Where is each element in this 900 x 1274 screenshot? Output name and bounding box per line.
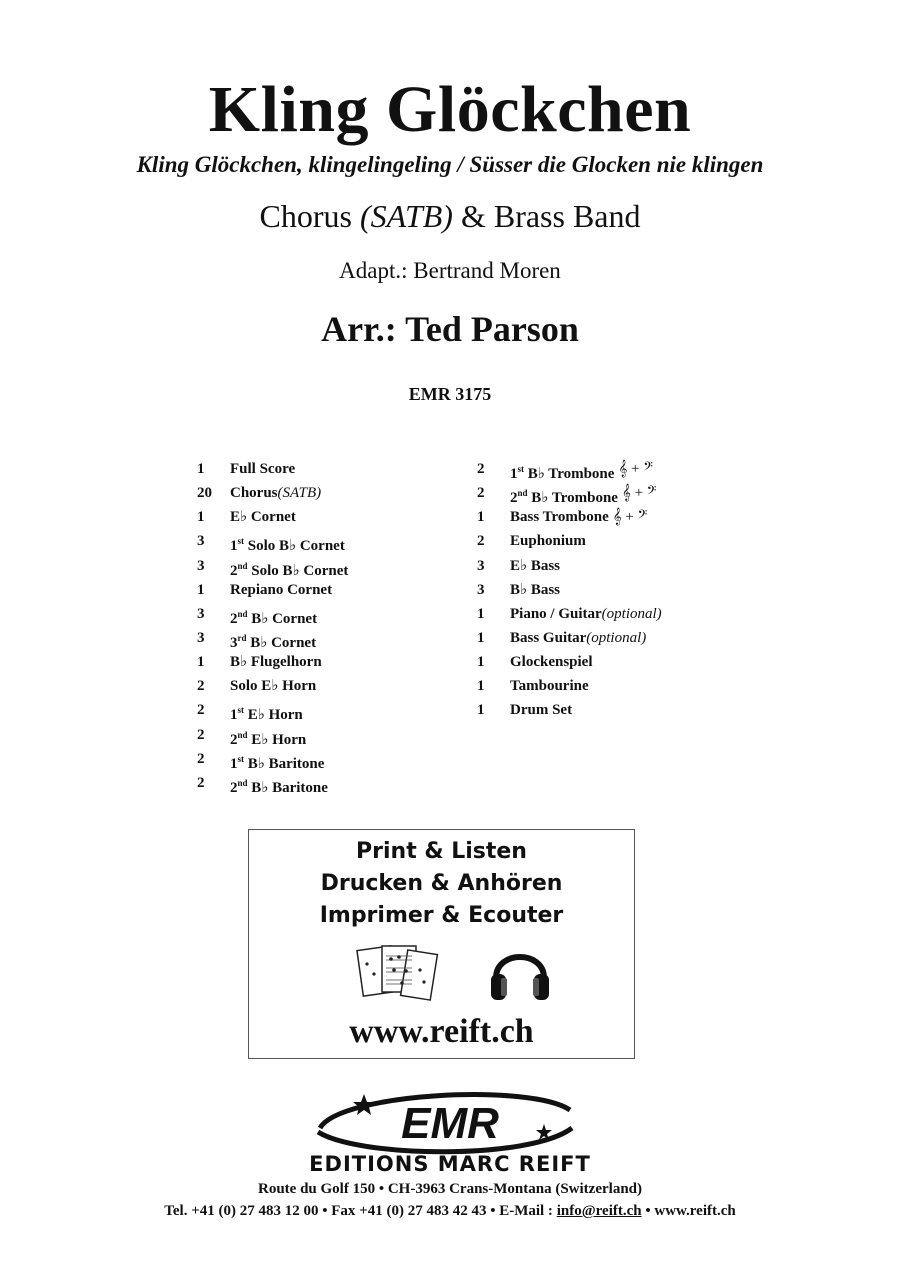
part-row [477,626,662,650]
part-row [197,554,348,578]
clef-icon: 𝄞 + 𝄢 [621,485,657,502]
part-name: 2nd B♭ Baritone [230,777,328,796]
catalog-number: EMR 3175 [408,384,492,404]
part-quantity: 3 [197,629,205,646]
part-name: 2nd Solo B♭ Cornet [230,560,349,579]
scoring-post: & Brass Band [452,198,641,234]
part-quantity: 2 [477,461,485,477]
part-quantity: 1 [197,654,205,671]
part-name: Bass Guitar [510,629,587,646]
promo-line-1: Print & Listen [356,839,527,864]
part-row [477,457,662,481]
part-quantity: 2 [197,774,205,791]
part-row [477,481,662,505]
part-quantity: 1 [477,654,485,671]
part-name: Glockenspiel [510,654,593,671]
part-row [197,723,348,747]
part-quantity: 1 [477,678,485,695]
part-name: B♭ Bass [510,581,561,598]
publisher-contact [0,1203,900,1220]
part-quantity: 1 [477,629,485,646]
part-row [477,554,662,578]
part-row [477,578,662,602]
part-note: (optional) [601,605,662,622]
publisher-address: Route du Golf 150 • CH-3963 Crans-Montana (Switzerland) [258,1181,642,1197]
logo-text: EMR [401,1099,499,1148]
part-name: B♭ Flugelhorn [230,654,322,671]
part-name: 1st E♭ Horn [230,705,303,724]
page-title: Kling Glöckchen [208,73,692,146]
part-row [197,698,348,722]
part-row [477,674,662,698]
part-quantity: 3 [197,533,205,550]
part-row [197,578,348,602]
part-name: 1st Solo B♭ Cornet [230,536,345,555]
part-name: Chorus [230,485,278,502]
part-row [197,747,348,771]
part-name: 3rd B♭ Cornet [230,632,317,651]
email-link[interactable]: info@reift.ch [556,1203,642,1219]
part-name: E♭ Cornet [230,509,296,526]
part-name: 2nd B♭ Trombone [510,488,618,507]
part-name: Tambourine [510,678,589,695]
part-name: 2nd E♭ Horn [230,729,307,748]
part-row [197,650,348,674]
part-row [477,698,662,722]
promo-line-2: Drucken & Anhören [320,871,563,896]
part-quantity: 1 [197,461,205,477]
website: • www.reift.ch [641,1203,736,1219]
part-name: 1st B♭ Baritone [230,753,325,772]
print-listen-box [248,829,635,1059]
part-name: Drum Set [510,702,573,719]
part-name: Bass Trombone [510,509,609,526]
scoring-voices: (SATB) [359,198,453,234]
part-row [477,650,662,674]
part-row [477,529,662,553]
part-quantity: 1 [197,581,205,598]
part-row [197,457,348,481]
part-row [477,505,662,529]
part-quantity: 1 [477,509,485,526]
subtitle: Kling Glöckchen, klingelingeling / Süsser die Glocken nie klingen [136,152,764,177]
adaptation-credit: Adapt.: Bertrand Moren [339,258,561,283]
part-note: (SATB) [277,485,322,502]
scoring [0,198,900,235]
emr-logo [300,1088,600,1158]
part-quantity: 3 [477,557,485,574]
part-row [197,481,348,505]
parts-list-right [477,457,662,723]
promo-line-3: Imprimer & Ecouter [319,903,564,928]
part-quantity: 2 [477,485,485,502]
part-name: Piano / Guitar [510,605,602,622]
arranger-credit: Arr.: Ted Parson [321,309,579,349]
part-name: 2nd B♭ Cornet [230,608,318,627]
part-row [197,529,348,553]
parts-list-left [197,457,348,795]
part-row [197,626,348,650]
part-quantity: 3 [197,557,205,574]
part-name: E♭ Bass [510,557,561,574]
part-row [197,771,348,795]
sheet-music-icon [354,940,444,1010]
part-row [197,505,348,529]
publisher-name: EDITIONS MARC REIFT [309,1152,591,1176]
part-note: (optional) [586,629,647,646]
part-name: 1st B♭ Trombone [510,464,615,482]
part-quantity: 2 [197,702,205,719]
clef-icon: 𝄞 + 𝄢 [618,461,653,477]
part-quantity: 1 [477,605,485,622]
part-name: Repiano Cornet [230,581,333,598]
scoring-pre: Chorus [259,198,360,234]
part-row [197,674,348,698]
part-quantity: 2 [197,750,205,767]
part-row [477,602,662,626]
part-quantity: 3 [197,605,205,622]
part-quantity: 2 [197,726,205,743]
part-name: Solo E♭ Horn [230,678,317,695]
part-quantity: 1 [477,702,485,719]
clef-icon: 𝄞 + 𝄢 [612,509,648,526]
part-quantity: 2 [197,678,205,695]
promo-icons [249,932,634,1022]
part-quantity: 1 [197,509,205,526]
headphones-icon [487,938,553,1008]
part-name: Euphonium [510,533,586,550]
part-quantity: 3 [477,581,485,598]
promo-url[interactable]: www.reift.ch [349,1013,534,1050]
part-row [197,602,348,626]
part-quantity: 20 [197,485,212,502]
part-name: Full Score [230,461,296,477]
part-quantity: 2 [477,533,485,550]
contact-info: Tel. +41 (0) 27 483 12 00 • Fax +41 (0) 27 483 42 43 • E-Mail : [164,1203,557,1219]
